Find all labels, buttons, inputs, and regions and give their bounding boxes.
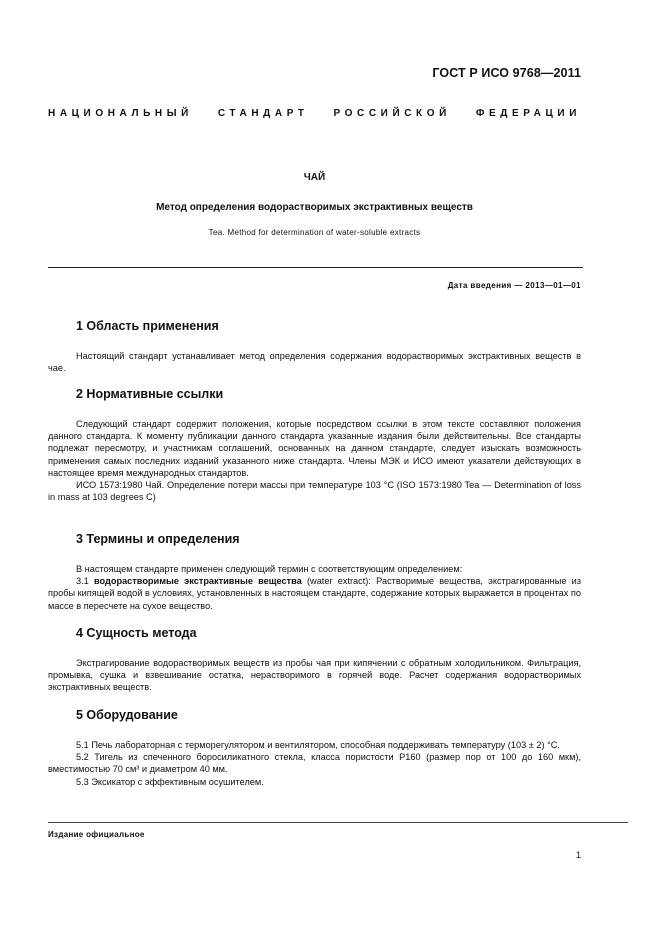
- document-title: ЧАЙ: [303, 172, 326, 183]
- introduction-date: Дата введения — 2013—01—01: [447, 281, 581, 290]
- paragraph: Следующий стандарт содержит положения, которые посредством ссылки в этом тексте составляют положения данного стандарта. К моменту публикации данного стандарта указанные издания были действительны. Все стандарты подлежат пересмотру, и участникам соглашений, основанных на данном стандарте, следует изыскать возможность применения самых последних изданий указанного ниже стандарта. Члены МЭК и ИСО имеют указатели действующих в настоящее время международных стандартов.: [48, 419, 581, 478]
- national-standard-heading: НАЦИОНАЛЬНЫЙ СТАНДАРТ РОССИЙСКОЙ ФЕДЕРАЦИИ: [48, 108, 581, 119]
- document-code: ГОСТ Р ИСО 9768—2011: [432, 66, 581, 80]
- paragraph: ИСО 1573:1980 Чай. Определение потери массы при температуре 103 °С (ISO 1573:1980 Tea — Determination of loss in mass at 103 degrees C): [48, 480, 581, 503]
- section-heading: 1 Область применения: [76, 319, 219, 333]
- definition-text: (water extract): Растворимые вещества, экстрагированные из пробы кипящей водой в условиях, установленных в настоящем стандарте, содержание которых выражается в процентах по массе в пересчете на сухое вещество.: [48, 576, 581, 611]
- section-terms-definitions: [48, 532, 581, 612]
- page-number: 1: [575, 850, 581, 860]
- section-heading: 5 Оборудование: [76, 708, 178, 722]
- definition-term: водорастворимые экстрактивные вещества: [94, 576, 302, 587]
- paragraph: 5.2 Тигель из спеченного боросиликатного стекла, класса пористости Р160 (размер пор от 100 до 160 мкм), вместимостью 70 см³ и диаметром 40 мм.: [48, 752, 581, 775]
- paragraph: 5.1 Печь лабораторная с терморегулятором и вентилятором, способная поддерживать температуру (103 ± 2) °С.: [76, 740, 560, 750]
- paragraph: Экстрагирование водорастворимых веществ из пробы чая при кипячении с обратным холодильником. Фильтрация, промывка, сушка и взвешивание остатка, нерастворимого в горячей воде. Расчет содержания водорастворимых экстрактивных веществ.: [48, 658, 581, 693]
- section-equipment: [48, 708, 581, 788]
- section-heading: 2 Нормативные ссылки: [76, 387, 224, 401]
- paragraph: Настоящий стандарт устанавливает метод определения содержания водорастворимых экстрактивных веществ в чае.: [48, 351, 581, 374]
- definition-number: 3.1: [76, 576, 89, 587]
- paragraph: В настоящем стандарте применен следующий термин с соответствующим определением:: [76, 564, 463, 574]
- footer-divider: [48, 822, 628, 823]
- definition-paragraph: [48, 575, 581, 612]
- header-divider: [48, 267, 583, 268]
- section-method-principle: [48, 626, 581, 694]
- section-heading: 4 Сущность метода: [76, 626, 197, 640]
- paragraph: 5.3 Эксикатор с эффективным осушителем.: [76, 776, 264, 787]
- official-edition-label: Издание официальное: [48, 830, 145, 839]
- document-subtitle: Метод определения водорастворимых экстрактивных веществ: [156, 202, 473, 213]
- section-normative-references: [48, 387, 581, 503]
- english-title: Tea. Method for determination of water-soluble extracts: [208, 228, 421, 237]
- section-heading: 3 Термины и определения: [76, 532, 240, 546]
- section-scope: [48, 319, 581, 374]
